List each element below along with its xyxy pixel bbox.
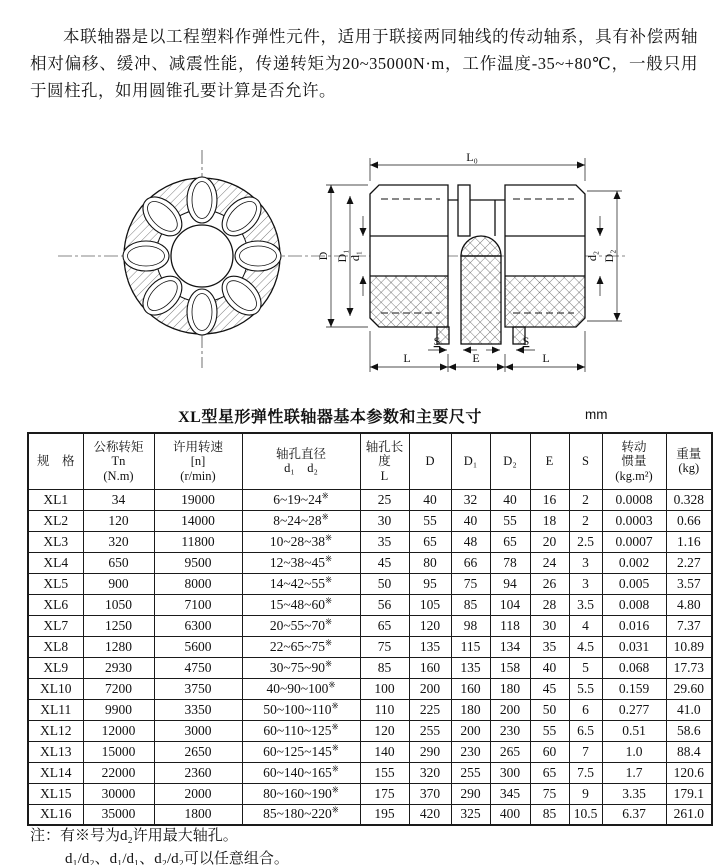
cell-spec: XL3: [28, 531, 83, 552]
cell-D1: 75: [451, 573, 490, 594]
cell-length: 155: [360, 762, 409, 783]
cell-D: 40: [409, 489, 451, 510]
cell-S: 6.5: [569, 720, 602, 741]
cell-D1: 230: [451, 741, 490, 762]
cell-S: 6: [569, 699, 602, 720]
cell-D1: 200: [451, 720, 490, 741]
cell-E: 18: [530, 510, 569, 531]
table-header-row: [28, 433, 712, 489]
cell-torque: 900: [83, 573, 154, 594]
cell-D2: 200: [490, 699, 530, 720]
cell-spec: XL7: [28, 615, 83, 636]
cell-S: 7: [569, 741, 602, 762]
cell-D: 120: [409, 615, 451, 636]
table-row: [28, 531, 712, 552]
cell-S: 3.5: [569, 594, 602, 615]
cell-D: 160: [409, 657, 451, 678]
cell-D2: 300: [490, 762, 530, 783]
col-header-D: D: [409, 433, 451, 489]
cell-D2: 158: [490, 657, 530, 678]
table-row: [28, 636, 712, 657]
cell-weight: 1.16: [666, 531, 712, 552]
cell-inertia: 1.0: [602, 741, 666, 762]
cell-bore: 60~140~165※: [242, 762, 360, 783]
dim-label-d2: d₂: [585, 250, 599, 262]
cell-inertia: 6.37: [602, 804, 666, 825]
cell-D1: 160: [451, 678, 490, 699]
cell-S: 2.5: [569, 531, 602, 552]
unit-label: mm: [585, 407, 608, 422]
cell-spec: XL12: [28, 720, 83, 741]
cell-speed: 14000: [154, 510, 242, 531]
cell-speed: 3000: [154, 720, 242, 741]
cell-spec: XL11: [28, 699, 83, 720]
cell-D1: 48: [451, 531, 490, 552]
cell-E: 16: [530, 489, 569, 510]
cell-spec: XL2: [28, 510, 83, 531]
cell-length: 30: [360, 510, 409, 531]
cell-length: 75: [360, 636, 409, 657]
cell-weight: 10.89: [666, 636, 712, 657]
cell-D2: 180: [490, 678, 530, 699]
cell-E: 24: [530, 552, 569, 573]
cell-D2: 94: [490, 573, 530, 594]
cell-inertia: 3.35: [602, 783, 666, 804]
cell-weight: 88.4: [666, 741, 712, 762]
cell-D1: 66: [451, 552, 490, 573]
col-header-spec: 规 格: [28, 433, 83, 489]
cell-torque: 9900: [83, 699, 154, 720]
cell-S: 2: [569, 510, 602, 531]
cell-bore: 20~55~70※: [242, 615, 360, 636]
cell-E: 65: [530, 762, 569, 783]
cell-length: 45: [360, 552, 409, 573]
cell-D1: 115: [451, 636, 490, 657]
cell-inertia: 0.0007: [602, 531, 666, 552]
cell-spec: XL9: [28, 657, 83, 678]
dim-label-l-right: L: [542, 351, 550, 365]
table-row: [28, 594, 712, 615]
col-header-length: 轴孔长度 L: [360, 433, 409, 489]
cell-D1: 32: [451, 489, 490, 510]
table-title: XL型星形弹性联轴器基本参数和主要尺寸: [178, 409, 482, 426]
cell-D2: 345: [490, 783, 530, 804]
cell-D1: 325: [451, 804, 490, 825]
cell-D: 200: [409, 678, 451, 699]
cell-inertia: 0.068: [602, 657, 666, 678]
cell-E: 50: [530, 699, 569, 720]
cell-length: 56: [360, 594, 409, 615]
table-body: [28, 489, 712, 825]
cell-speed: 5600: [154, 636, 242, 657]
cell-length: 25: [360, 489, 409, 510]
cell-E: 20: [530, 531, 569, 552]
cell-spec: XL4: [28, 552, 83, 573]
cell-spec: XL14: [28, 762, 83, 783]
star-petal: [235, 241, 281, 271]
cell-torque: 1250: [83, 615, 154, 636]
col-header-weight: 重量 (kg): [666, 433, 712, 489]
cell-S: 9: [569, 783, 602, 804]
cell-bore: 60~125~145※: [242, 741, 360, 762]
cell-bore: 85~180~220※: [242, 804, 360, 825]
cell-E: 75: [530, 783, 569, 804]
cell-E: 85: [530, 804, 569, 825]
cell-spec: XL5: [28, 573, 83, 594]
cell-inertia: 0.016: [602, 615, 666, 636]
cell-length: 65: [360, 615, 409, 636]
dim-label-s-right: S: [522, 334, 530, 348]
cell-spec: XL15: [28, 783, 83, 804]
cell-D: 105: [409, 594, 451, 615]
cell-D: 65: [409, 531, 451, 552]
cell-inertia: 0.002: [602, 552, 666, 573]
dim-label-l0: L₀: [466, 150, 478, 164]
cell-torque: 1050: [83, 594, 154, 615]
star-petal: [187, 289, 217, 335]
cell-S: 3: [569, 552, 602, 573]
cell-torque: 650: [83, 552, 154, 573]
cell-bore: 50~100~110※: [242, 699, 360, 720]
cell-bore: 40~90~100※: [242, 678, 360, 699]
dim-label-l-left: L: [403, 351, 411, 365]
cell-spec: XL16: [28, 804, 83, 825]
cell-speed: 2650: [154, 741, 242, 762]
cell-inertia: 0.031: [602, 636, 666, 657]
dim-label-s-left: S: [433, 334, 441, 348]
cell-bore: 60~110~125※: [242, 720, 360, 741]
cell-D: 135: [409, 636, 451, 657]
cell-torque: 15000: [83, 741, 154, 762]
cell-E: 35: [530, 636, 569, 657]
cell-torque: 1280: [83, 636, 154, 657]
cell-D: 420: [409, 804, 451, 825]
table-row: [28, 678, 712, 699]
dim-label-D2: D₂: [602, 249, 616, 263]
cell-spec: XL10: [28, 678, 83, 699]
cell-D1: 85: [451, 594, 490, 615]
cell-D: 225: [409, 699, 451, 720]
cell-length: 100: [360, 678, 409, 699]
col-header-torque: 公称转矩 Tn (N.m): [83, 433, 154, 489]
cell-D: 255: [409, 720, 451, 741]
table-row: [28, 804, 712, 825]
cell-D: 320: [409, 762, 451, 783]
cell-D: 80: [409, 552, 451, 573]
col-header-E: E: [530, 433, 569, 489]
cell-S: 4.5: [569, 636, 602, 657]
cell-speed: 7100: [154, 594, 242, 615]
cell-spec: XL6: [28, 594, 83, 615]
cell-E: 60: [530, 741, 569, 762]
cell-bore: 22~65~75※: [242, 636, 360, 657]
cell-torque: 35000: [83, 804, 154, 825]
cell-D1: 40: [451, 510, 490, 531]
cell-spec: XL8: [28, 636, 83, 657]
cell-D2: 78: [490, 552, 530, 573]
cell-D2: 65: [490, 531, 530, 552]
cell-length: 50: [360, 573, 409, 594]
col-header-S: S: [569, 433, 602, 489]
dim-label-e: E: [472, 351, 480, 365]
table-row: [28, 720, 712, 741]
cell-speed: 1800: [154, 804, 242, 825]
cell-inertia: 0.0008: [602, 489, 666, 510]
star-petal: [123, 241, 169, 271]
cell-weight: 0.66: [666, 510, 712, 531]
cell-speed: 11800: [154, 531, 242, 552]
cell-inertia: 0.51: [602, 720, 666, 741]
cell-length: 110: [360, 699, 409, 720]
cell-D1: 290: [451, 783, 490, 804]
cell-bore: 15~48~60※: [242, 594, 360, 615]
cell-S: 7.5: [569, 762, 602, 783]
cell-length: 85: [360, 657, 409, 678]
cell-speed: 4750: [154, 657, 242, 678]
table-row: [28, 510, 712, 531]
cell-E: 26: [530, 573, 569, 594]
cell-torque: 30000: [83, 783, 154, 804]
cell-length: 195: [360, 804, 409, 825]
col-header-inertia: 转动 惯量 (kg.m²): [602, 433, 666, 489]
cell-D2: 104: [490, 594, 530, 615]
col-header-speed: 许用转速 [n] (r/min): [154, 433, 242, 489]
cell-speed: 2360: [154, 762, 242, 783]
col-header-D1: D₁: [451, 433, 490, 489]
cell-speed: 9500: [154, 552, 242, 573]
cell-inertia: 0.159: [602, 678, 666, 699]
cell-weight: 0.328: [666, 489, 712, 510]
cell-D2: 400: [490, 804, 530, 825]
cell-D: 95: [409, 573, 451, 594]
cell-D1: 135: [451, 657, 490, 678]
cell-weight: 3.57: [666, 573, 712, 594]
cell-torque: 34: [83, 489, 154, 510]
cell-inertia: 1.7: [602, 762, 666, 783]
cell-torque: 7200: [83, 678, 154, 699]
col-header-bore: 轴孔直径 d₁ d₂: [242, 433, 360, 489]
footnote-line1: 注：有※号为d₂许用最大轴孔。: [30, 828, 238, 844]
cell-torque: 22000: [83, 762, 154, 783]
cell-D2: 265: [490, 741, 530, 762]
cell-spec: XL1: [28, 489, 83, 510]
cell-weight: 2.27: [666, 552, 712, 573]
cell-weight: 41.0: [666, 699, 712, 720]
cell-inertia: 0.008: [602, 594, 666, 615]
cell-length: 175: [360, 783, 409, 804]
cell-D2: 55: [490, 510, 530, 531]
cell-D1: 255: [451, 762, 490, 783]
footnotes: [30, 825, 289, 865]
cell-weight: 120.6: [666, 762, 712, 783]
cell-D1: 180: [451, 699, 490, 720]
cell-torque: 120: [83, 510, 154, 531]
table-row: [28, 573, 712, 594]
front-view: [58, 150, 348, 368]
cell-inertia: 0.005: [602, 573, 666, 594]
cell-D2: 134: [490, 636, 530, 657]
cell-weight: 17.73: [666, 657, 712, 678]
cell-speed: 3750: [154, 678, 242, 699]
cell-S: 4: [569, 615, 602, 636]
cell-torque: 12000: [83, 720, 154, 741]
cell-bore: 80~160~190※: [242, 783, 360, 804]
section-view: [316, 150, 628, 372]
table-row: [28, 615, 712, 636]
cell-weight: 29.60: [666, 678, 712, 699]
cell-bore: 10~28~38※: [242, 531, 360, 552]
cell-weight: 58.6: [666, 720, 712, 741]
cell-speed: 8000: [154, 573, 242, 594]
star-petal: [187, 177, 217, 223]
cell-D2: 40: [490, 489, 530, 510]
cell-D2: 118: [490, 615, 530, 636]
cell-bore: 14~42~55※: [242, 573, 360, 594]
cell-length: 120: [360, 720, 409, 741]
cell-bore: 6~19~24※: [242, 489, 360, 510]
cell-weight: 7.37: [666, 615, 712, 636]
table-row: [28, 552, 712, 573]
table-row: [28, 762, 712, 783]
cell-D: 370: [409, 783, 451, 804]
table-row: [28, 741, 712, 762]
cell-length: 140: [360, 741, 409, 762]
cell-inertia: 0.277: [602, 699, 666, 720]
cell-D2: 230: [490, 720, 530, 741]
cell-speed: 3350: [154, 699, 242, 720]
cell-bore: 30~75~90※: [242, 657, 360, 678]
cell-S: 10.5: [569, 804, 602, 825]
table-row: [28, 489, 712, 510]
cell-E: 30: [530, 615, 569, 636]
cell-speed: 2000: [154, 783, 242, 804]
cell-E: 55: [530, 720, 569, 741]
cell-bore: 8~24~28※: [242, 510, 360, 531]
cell-S: 5: [569, 657, 602, 678]
cell-bore: 12~38~45※: [242, 552, 360, 573]
cell-S: 3: [569, 573, 602, 594]
cell-S: 5.5: [569, 678, 602, 699]
dim-label-d1: d₁: [348, 250, 362, 262]
cell-D1: 98: [451, 615, 490, 636]
cell-spec: XL13: [28, 741, 83, 762]
cell-weight: 4.80: [666, 594, 712, 615]
dim-label-D1: D₁: [335, 249, 349, 263]
dim-label-D: D: [316, 251, 330, 261]
cell-length: 35: [360, 531, 409, 552]
table-row: [28, 657, 712, 678]
cell-D: 290: [409, 741, 451, 762]
table-row: [28, 783, 712, 804]
table-row: [28, 699, 712, 720]
technical-drawing: [0, 140, 725, 392]
cell-D: 55: [409, 510, 451, 531]
cell-torque: 320: [83, 531, 154, 552]
cell-speed: 19000: [154, 489, 242, 510]
cell-torque: 2930: [83, 657, 154, 678]
col-header-D2: D₂: [490, 433, 530, 489]
intro-paragraph: 本联轴器是以工程塑料作弹性元件，适用于联接两同轴线的传动轴系，具有补偿两轴相对偏移、缓冲、减震性能，传递转矩为20~35000N·m，工作温度-35~+80℃，一般只用于圆柱孔，如用圆锥孔要计算是否允许。: [30, 26, 698, 100]
cell-E: 40: [530, 657, 569, 678]
param-table: [27, 432, 713, 826]
cell-speed: 6300: [154, 615, 242, 636]
cell-weight: 179.1: [666, 783, 712, 804]
cell-weight: 261.0: [666, 804, 712, 825]
cell-inertia: 0.0003: [602, 510, 666, 531]
footnote-line2: d₁/d₂、d₁/d₁、d₂/d₂可以任意组合。: [65, 851, 289, 865]
cell-E: 28: [530, 594, 569, 615]
cell-S: 2: [569, 489, 602, 510]
cell-E: 45: [530, 678, 569, 699]
